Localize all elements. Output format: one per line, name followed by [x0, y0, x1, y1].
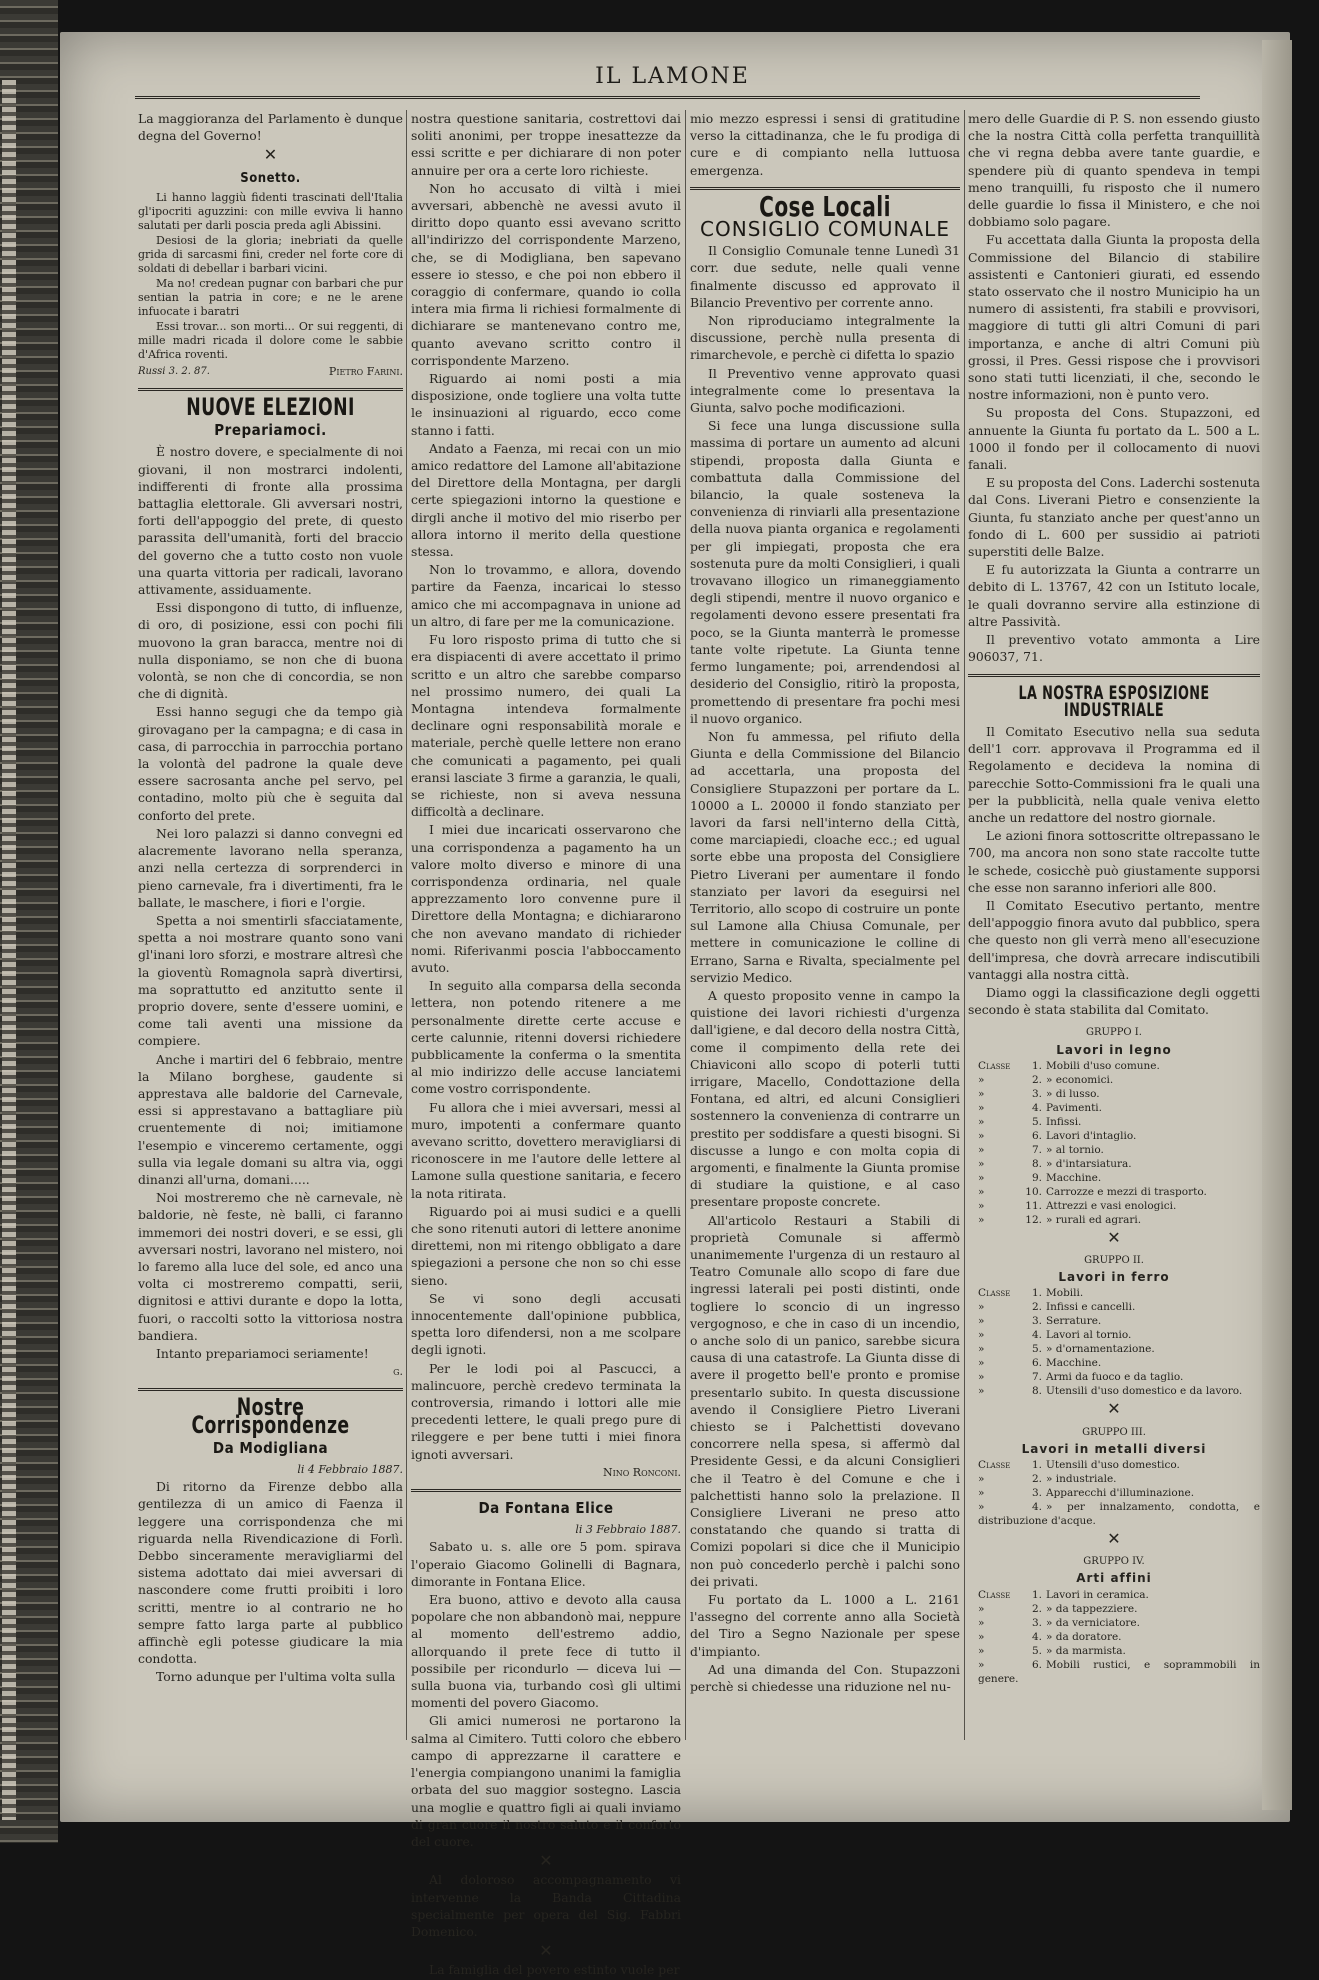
column-divider [964, 110, 965, 1740]
classification-groups [968, 1024, 1260, 1685]
article-paragraph: Essi dispongono di tutto, di influenze, di oro, di posizione, essi con pochi fili muovono la gran baracca, mentre noi di nulla disponiamo, se non che di buona volontà, se non che di concordia, se non che di dignità. [138, 600, 403, 702]
headline-esposizione: LA NOSTRA ESPOSIZIONE INDUSTRIALE [1018, 681, 1210, 721]
headline-cose-locali: Cose Locali [759, 189, 891, 223]
group-title: Lavori in metalli diversi [1021, 1441, 1207, 1456]
section-rule [968, 674, 1260, 677]
class-row: » 7. Armi da fuoco e da taglio. [978, 1371, 1184, 1384]
article-paragraph: Il Consiglio Comunale tenne Lunedì 31 corr. due sedute, nelle quali venne finalmente discusso ed approvato il Bilancio Preventivo per corrente anno. [690, 243, 960, 310]
class-row: » 12. » rurali ed agrari. [978, 1213, 1142, 1226]
column-divider [406, 110, 407, 1740]
column-divider [685, 110, 686, 1740]
article-paragraph: Il preventivo votato ammonta a Lire 906037, 71. [968, 632, 1260, 665]
headline-nostre-corrispondenze: Nostre Corrispondenze [191, 1393, 350, 1439]
article-signature: g. [393, 1365, 403, 1379]
article-paragraph: Ad una dimanda del Con. Stupazzoni perchè si chiedesse una riduzione nel nu- [690, 1661, 960, 1695]
sonnet-stanza: Ma no! credean pugnar con barbari che pur sentian la patria in core; e ne le arene infuocate i baratri [138, 276, 403, 318]
sonnet-stanza: Desiosi de la gloria; inebriati da quelle grida di sarcasmi fini, creder nel forte core di soldati di debellar i barbari vicini. [138, 233, 403, 275]
class-row: » 11. Attrezzi e vasi enologici. [978, 1199, 1177, 1212]
separator-cross: ✕ [1107, 1528, 1121, 1548]
class-row: Classe 1. Mobili. [978, 1287, 1084, 1300]
group-title: Lavori in ferro [1058, 1270, 1170, 1285]
article-paragraph: Riguardo poi ai musi sudici e a quelli che sono ritenuti autori di lettere anonime direttemi, non mi ritengo obbligato a dare spiegazioni a persone che non so chi esse sieno. [411, 1203, 681, 1288]
article-paragraph: Su proposta del Cons. Stupazzoni, ed annuente la Giunta fu portato da L. 500 a L. 1000 il fondo per il collocamento di nuovi fanali. [968, 405, 1260, 473]
column-4 [968, 110, 1260, 1686]
article-paragraph: Non lo trovammo, e allora, dovendo partire da Faenza, incaricai lo stesso amico che mi accompagnava in unione ad un altro, di fare per me la comunicazione. [411, 562, 681, 629]
class-row: » 3. Apparecchi d'illuminazione. [978, 1486, 1195, 1499]
book-binding [0, 0, 58, 1843]
class-row: » 7. » al tornio. [978, 1143, 1104, 1156]
masthead-rule [135, 96, 1200, 99]
article-paragraph: Per le lodi poi al Pascucci, a malincuore, perchè credevo terminata la controversia, rimando i lottori alle mie precedenti lettere, le quali prego pure di rileggere e per bene tutti i miei finora ignoti avversari. [411, 1360, 681, 1462]
article-paragraph: E su proposta del Cons. Laderchi sostenuta dal Cons. Liverani Pietro e consenziente la Giunta, fu stanziato anche per quest'anno un fondo di L. 600 per sussidio ai patrioti superstiti delle Balze. [968, 475, 1260, 560]
class-row: » 2. » da tappezziere. [978, 1602, 1138, 1615]
article-paragraph: La famiglia del povero estinto vuole per [429, 1962, 680, 1978]
group-title: Arti affini [1076, 1571, 1152, 1586]
article-paragraph: Riguardo ai nomi posti a mia disposizione, onde togliere una volta tutte le insinuazioni al riguardo, ecco come stanno i fatti. [411, 371, 681, 438]
class-row: » 10. Carrozze e mezzi di trasporto. [978, 1185, 1207, 1198]
subheadline-fontana-elice: Da Fontana Elice [478, 1499, 614, 1518]
separator-cross: ✕ [539, 1941, 553, 1961]
article-paragraph: Sabato u. s. alle ore 5 pom. spirava l'operaio Giacomo Golinelli di Bagnara, dimorante in Fontana Elice. [411, 1539, 681, 1589]
class-row: » 2. Infissi e cancelli. [978, 1301, 1136, 1314]
article-paragraph: Al doloroso accompagnamento vi intervenne la Banda Cittadina specialmente per opera del Sig. Fabbri Domenico. [411, 1872, 681, 1939]
class-row: Classe 1. Utensili d'uso domestico. [978, 1458, 1180, 1471]
class-row: Classe 1. Lavori in ceramica. [978, 1588, 1149, 1601]
section-rule [138, 388, 403, 391]
lead-text: La maggioranza del Parlamento è dunque degna del Governo! [138, 111, 403, 144]
masthead: IL LAMONE [595, 64, 750, 89]
column-2 [411, 110, 681, 1980]
article-paragraph: Le azioni finora sottoscritte oltrepassano le 700, ma ancora non sono state raccolte tutte le schede, cosicchè può giustamente supporsi che esse non saranno inferiori alle 800. [968, 828, 1260, 895]
class-row: » 8. Utensili d'uso domestico e da lavoro. [978, 1385, 1243, 1398]
class-row: » 8. » d'intarsiatura. [978, 1157, 1132, 1170]
article-paragraph: A questo proposito venne in campo la quistione dei lavori richiesti d'urgenza dall'igiene, e dal decoro della nostra Città, come il compimento della rete dei Chiaviconi allo scopo di poterli tutti irrigare, Macello, Condottazione della Fontana, ed altri, ed alcuni Consiglieri sostennero la convenienza di contrarre un prestito per soddisfare a questi bisogni. Si discusse a lungo e con molta copia di argomenti, e finalmente la Giunta promise di studiare la quistione, e al caso presentare proposte concrete. [690, 987, 960, 1210]
article-paragraph: nostra questione sanitaria, costrettovi dai soliti anonimi, per troppe inesattezze da essi scritte e per dichiarare di non poter annuire per ora a certe loro richieste. [411, 111, 681, 178]
headline-nuove-elezioni: NUOVE ELEZIONI [186, 393, 355, 422]
class-row: » 2. » industriale. [978, 1472, 1117, 1485]
section-rule [138, 1388, 403, 1391]
article-paragraph: Spetta a noi smentirli sfacciatamente, spetta a noi mostrare quanto sono vani gl'inani loro sforzi, e mostrare altresì che la gioventù Romagnola saprà divertirsi, ma soprattutto ed anzitutto sente il proprio dovere, sente d'essere uomini, e come tali aventi una missione da compiere. [138, 912, 403, 1049]
class-row: » 4. Pavimenti. [978, 1101, 1102, 1114]
section-rule [411, 1489, 681, 1492]
sonnet-date: Russi 3. 2. 87. [138, 365, 210, 377]
article-paragraph: Se vi sono degli accusati innocentemente dall'opinione pubblica, spetta loro difendersi, non a me scolpare degli ignoti. [411, 1290, 681, 1358]
article-paragraph: Essi hanno segugi che da tempo già girovagano per la campagna; e di casa in casa, di parrocchia in parrocchia portano la volontà del padrone la quale deve essere sacrosanta anche pel servo, pel contadino, molto più che è seguita dal conforto del prete. [138, 704, 403, 823]
article-paragraph: In seguito alla comparsa della seconda lettera, non potendo ritenere a me personalmente dirette certe accuse e certe calunnie, ritenni doversi richiedere pubblicamente la conferma o la smentita al mio indirizzo delle accuse lanciatemi come vostro corrispondente. [411, 978, 681, 1097]
separator-cross: ✕ [1107, 1399, 1121, 1419]
column-3 [690, 110, 960, 1696]
article-paragraph: I miei due incaricati osservarono che una corrispondenza a pagamento ha un valore molto diverso e minore di una corrispondenza ordinaria, nel quale apprezzamento loro convenne pure il Direttore della Montagna; e dichiararono che non avevano mandato di richieder nomi. Riferivanmi poscia l'abboccamento avuto. [411, 822, 681, 975]
class-row: » 9. Macchine. [978, 1171, 1102, 1184]
class-row: » 6. Mobili rustici, e soprammobili in genere. [978, 1658, 1260, 1685]
article-paragraph: Fu accettata dalla Giunta la proposta della Commissione del Bilancio di stabilire assistenti e Cantonieri giurati, ed essendo stato osservato che il nostro Municipio ha un numero di assistenti, fra stabili e provvisori, maggiore di tutti gli altri Comuni di pari importanza, e anche di altri Comuni più grossi, il Pres. Gessi rispose che i provvisori sono stati tutti licenziati, il che, secondo le nostre informazioni, non è punto vero. [968, 232, 1260, 403]
dateline: li 3 Febbraio 1887. [575, 1523, 681, 1537]
sonnet-author: Pietro Farini. [328, 364, 403, 378]
separator-cross: ✕ [1107, 1227, 1121, 1247]
article-paragraph: E fu autorizzata la Giunta a contrarre un debito di L. 13767, 42 con un Istituto locale, le quali dovranno servire alla estinzione di altre Passività. [968, 562, 1260, 629]
class-row: » 5. » d'ornamentazione. [978, 1343, 1155, 1356]
group-label: GRUPPO IV. [1083, 1556, 1145, 1568]
group-label: GRUPPO II. [1084, 1254, 1144, 1266]
article-paragraph: Il Comitato Esecutivo pertanto, mentre dell'appoggio finora avuto dal pubblico, spera che questo non gli verrà meno all'esecuzione dell'impresa, che dovrà arrecare indiscutibili vantaggi alla nostra città. [968, 897, 1260, 982]
article-paragraph: Non fu ammessa, pel rifiuto della Giunta e della Commissione del Bilancio ad accettarla, una proposta del Consigliere Stupazzoni per portare da L. 10000 a L. 20000 il fondo stanziato per lavori da farsi nell'interno della Città, come marciapiedi, cloache ecc.; ed ugual sorte ebbe una proposta del Consigliere Pietro Liverani per aumentare il fondo stanziato per lavori da eseguirsi nel Territorio, allo scopo di costruire un ponte sul Lamone alla Chiusa Comunale, per mettere in comunicazione le colline di Errano, Sarna e Rivalta, specialmente pel servizio Medico. [690, 728, 960, 985]
class-row: » 4. » per innalzamento, condotta, e distribuzione d'acque. [978, 1500, 1260, 1527]
article-paragraph: Torno adunque per l'ultima volta sulla [156, 1669, 396, 1685]
class-row: » 6. Macchine. [978, 1357, 1102, 1370]
article-paragraph: mero delle Guardie di P. S. non essendo giusto che la nostra Città colla perfetta tranquillità che vi regna debba avere tante guardie, e spendere più di quanto spendeva in tempi meno tranquilli, fu risposto che il numero delle guardie lo fissa il Ministero, e che noi dobbiamo solo pagare. [968, 111, 1260, 230]
sonnet-stanza: Li hanno laggiù fidenti trascinati dell'Italia gl'ipocriti aguzzini: con mille evviva li hanno salutati per darli poscia preda agli Abissini. [138, 190, 403, 232]
article-paragraph: Il Comitato Esecutivo nella sua seduta dell'1 corr. approvava il Programma ed il Regolamento e decideva la nomina di parecchie Sotto-Commissioni fra le quali una per la pubblicità, nella quale veniva eletto anche un redattore del nostro giornale. [968, 723, 1260, 825]
class-row: » 3. » di lusso. [978, 1087, 1100, 1100]
article-paragraph: Non riproduciamo integralmente la discussione, perchè nulla presenta di rimarchevole, e perchè ci difetta lo spazio [690, 313, 960, 363]
article-paragraph: Andato a Faenza, mi recai con un mio amico redattore del Lamone all'abitazione del Direttore della Montagna, per dargli certe spiegazioni intorno la questione e dirgli anche il motivo del mio riserbo per allora intorno il merito della questione stessa. [411, 440, 681, 560]
article-paragraph: Gli amici numerosi ne portarono la salma al Cimitero. Tutti coloro che ebbero campo di apprezzarne il carattere e l'energia compiangono unanimi la famiglia orbata del suo maggior sostegno. Lascia una moglie e quattro figli ai quali inviamo di gran cuore il nostro saluto e il conforto del cuore. [411, 1713, 681, 1849]
class-row: » 6. Lavori d'intaglio. [978, 1129, 1137, 1142]
article-paragraph: Il Preventivo venne approvato quasi integralmente come lo presentava la Giunta, salvo poche modificazioni. [690, 365, 960, 416]
dateline: li 4 Febbraio 1887. [297, 1463, 403, 1476]
page-edge [1262, 40, 1292, 1810]
article-paragraph: È nostro dovere, e specialmente di noi giovani, il non mostrarci indolenti, indifferenti di fronte alla prossima battaglia elettorale. Gli avversari nostri, forti dell'appoggio del prete, di questo parassita dell'umanità, forti del braccio del governo che a tutto costo non vuole una quarta vittoria per radicali, lavorano attivamente, assiduamente. [138, 444, 403, 598]
column-1 [138, 110, 403, 1687]
article-paragraph: mio mezzo espressi i sensi di gratitudine verso la cittadinanza, che le fu prodiga di cure e di compianto nella luttuosa emergenza. [690, 111, 960, 178]
article-paragraph: Di ritorno da Firenze debbo alla gentilezza di un amico di Faenza il leggere una corrispondenza che mi riguarda nella Rivendicazione di Forlì. Debbo sinceramente meravigliarmi del sistema adottato dai miei avversari di nascondere come frutti proibiti i loro scritti, mentre io al contrario ne ho sempre fatto larga parte al pubblico affinchè egli potesse giudicare la mia condotta. [138, 1479, 403, 1667]
article-paragraph: Anche i martiri del 6 febbraio, mentre la Milano borghese, gaudente si apprestava alle baldorie del Carnevale, essi si apprestavano a battagliare più cruentemente di noi; imitiamone l'esempio e vinceremo certamente, oggi sulla via legale domani su altra via, oggi dinanzi all'urna, domani..... [138, 1051, 403, 1187]
class-row: Classe 1. Mobili d'uso comune. [978, 1059, 1160, 1072]
subheadline-consiglio-comunale: CONSIGLIO COMUNALE [700, 217, 950, 242]
group-label: GRUPPO I. [1086, 1027, 1142, 1039]
article-paragraph: Diamo oggi la classificazione degli oggetti secondo è stata stabilita dal Comitato. [968, 984, 1260, 1018]
article-paragraph: Non ho accusato di viltà i miei avversari, abbenchè ne avessi avuto il diritto dopo quanto essi avevano scritto all'indirizzo del corrispondente Marzeno, che, se di Modigliana, ben sapevano essere io stesso, e che poi non ebbero il coraggio di confermare, quando io colla intera mia firma li richiesi formalmente di dichiarare se mantenevano contro me, quanto avevano scritto contro il corrispondente Marzeno. [411, 180, 681, 368]
article-paragraph: Era buono, attivo e devoto alla causa popolare che non abbandonò mai, neppure al momento dell'estremo addio, allorquando il prete fece di tutto il possibile per ricondurlo — diceva lui — sulla buona via, turbando così gli ultimi momenti del povero Giacomo. [411, 1592, 681, 1711]
binding-stripe [2, 80, 16, 1820]
class-row: » 3. Serrature. [978, 1315, 1102, 1328]
separator-cross: ✕ [539, 1851, 553, 1871]
class-row: » 5. Infissi. [978, 1115, 1082, 1128]
class-row: » 4. » da doratore. [978, 1630, 1122, 1643]
article-paragraph: Noi mostreremo che nè carnevale, nè baldorie, nè feste, nè balli, ci faranno immemori dei nostri doveri, e se essi, gli avversari nostri, lavorano nel mistero, noi lo faremo alla luce del sole, ed anco una volta ci mostreremo compatti, serii, dignitosi e attivi durante e dopo la lotta, fuori, o raccolti sotto la vittoriosa nostra bandiera. [138, 1190, 403, 1343]
group-title: Lavori in legno [1056, 1042, 1172, 1057]
article-paragraph: Fu portato da L. 1000 a L. 2161 l'assegno del corrente anno alla Società del Tiro a Segno Nazionale per spese d'impianto. [690, 1592, 960, 1659]
article-paragraph: Fu loro risposto prima di tutto che si era dispiacenti di avere accettato il primo scritto e un altro che sarebbe comparso nel prossimo numero, dei quali La Montagna intendeva formalmente declinare ogni responsabilità morale e materiale, perchè quelle lettere non erano che comunicati a pagamento, pei quali eransi lasciate 3 firme a garanzia, le quali, se richieste, non si aveva nessuna difficoltà a declinare. [411, 632, 681, 820]
class-row: » 3. » da verniciatore. [978, 1616, 1140, 1629]
sonnet-title: Sonetto. [240, 170, 301, 186]
class-row: » 5. » da marmista. [978, 1644, 1126, 1657]
group-label: GRUPPO III. [1082, 1426, 1146, 1438]
article-paragraph: Nei loro palazzi si danno convegni ed alacremente lavorano nella speranza, anzi nella certezza di sorprenderci in pieno carnevale, fra i divertimenti, fra le ballate, le maschere, i fiori e l'orgie. [138, 825, 403, 910]
class-row: » 2. » economici. [978, 1073, 1114, 1086]
subheadline-prepariamoci: Prepariamoci. [214, 421, 327, 440]
article-signature: Nino Ronconi. [602, 1465, 681, 1479]
sonnet-stanza: Essi trovar... son morti... Or sui reggenti, di mille madri ricada il dolore come le sabbie d'Africa roventi. [138, 319, 403, 361]
article-paragraph: All'articolo Restauri a Stabili di proprietà Comunale si affermò unanimemente l'urgenza di un restauro al Teatro Comunale allo scopo di fare due ingressi laterali pei posti distinti, onde togliere lo sconcio di un ingresso vergognoso, e che in caso di un incendio, o anche solo di un panico, sarebbe sicura causa di una catastrofe. La Giunta disse di avere il progetto bell'e pronto e promise presentarlo subito. In questa discussione avendo il Consigliere Pietro Liverani chiesto se i Palchettisti dovevano concorrere nella spesa, si affermò dal Presidente Gessi, e da alcuni Consiglieri che il Teatro è del Comune e che i palchettisti hanno solo la prelazione. Il Consigliere Liverani ne preso atto constatando che quando si tratta di Comizi popolari si dice che il Municipio non può concederlo perchè i palchi sono dei privati. [690, 1212, 960, 1589]
class-row: » 4. Lavori al tornio. [978, 1329, 1132, 1342]
subheadline-modigliana: Da Modigliana [212, 1438, 329, 1457]
article-paragraph: Fu allora che i miei avversari, messi al muro, impotenti a confermare quanto avevano scritto, dovettero meravigliarsi di riconoscere in me l'autore delle lettere al Lamone sulla questione sanitaria, e fecero la nota ritirata. [411, 1099, 681, 1201]
article-paragraph: Si fece una lunga discussione sulla massima di portare un aumento ad alcuni stipendi, proposta dalla Giunta e combattuta dalla Commissione del bilancio, la quale sosteneva la convenienza di rinviarli alla presentazione della nuova pianta organica e regolamenti per gli impiegati, proposta che era sostenuta pure da molti Consiglieri, i quali trovavano illogico un rimaneggiamento degli stipendi, mentre il nuovo organico e regolamenti devono essere presentati fra poco, se la Giunta manterrà le promesse tante volte ripetute. La Giunta tenne fermo lungamente; poi, arrendendosi al desiderio del Consiglio, ritirò la proposta, promettendo di presentare fra pochi mesi il nuovo organico. [690, 418, 960, 726]
separator-cross: ✕ [263, 145, 278, 165]
article-paragraph: Intanto prepariamoci seriamente! [156, 1345, 369, 1361]
